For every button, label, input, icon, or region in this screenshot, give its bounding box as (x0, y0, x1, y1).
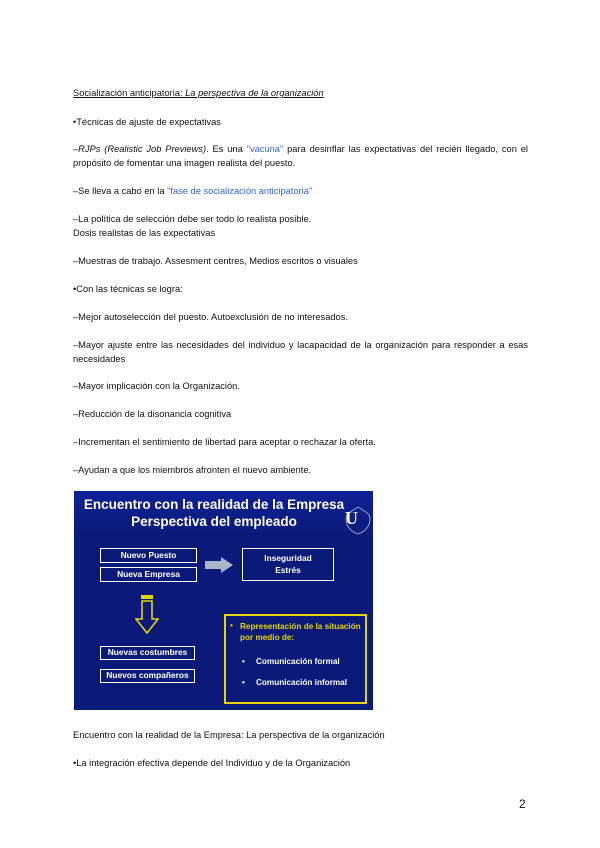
paragraph-libertad: –Incrementan el sentimiento de libertad para aceptar o rechazar la oferta. (73, 437, 376, 447)
inseguridad-label: Inseguridad (264, 553, 312, 563)
paragraph-implicacion: –Mayor implicación con la Organización. (73, 381, 240, 391)
paragraph-muestras: –Muestras de trabajo. Assesment centres, Medios escritos o visuales (73, 256, 358, 266)
rjps-term: –RJPs (Realistic Job Previews) (73, 144, 207, 154)
logo-letter: U (345, 508, 358, 528)
paragraph-ajuste: –Mayor ajuste entre las necesidades del individuo y lacapacidad de la organización para responder a esas necesidades (73, 340, 528, 364)
item1-bullet: • (242, 657, 245, 666)
rjps-text-a: . Es una (206, 144, 247, 154)
paragraph-disonancia: –Reducción de la disonancia cognitiva (73, 409, 232, 419)
paragraph-tecnicas: •Técnicas de ajuste de expectativas (73, 117, 221, 127)
paragraph-con-tecnicas: •Con las técnicas se logra: (73, 284, 183, 294)
comunicacion-formal: Comunicación formal (256, 657, 340, 666)
heading-italic: La perspectiva de la organización (185, 88, 324, 98)
fase-link[interactable]: "fase de socialización anticipatoria" (167, 186, 313, 196)
page-number: 2 (519, 797, 526, 811)
box-nuevas-costumbres: Nuevas costumbres (100, 646, 195, 660)
right-arrow-icon (205, 557, 233, 573)
rjps-text-b: para desinflar las expectativas del recién llegado, con el propósito de fomentar una imagen realista del puesto. (73, 144, 528, 168)
paragraph-fase (73, 185, 528, 199)
box-nuevo-puesto: Nuevo Puesto (100, 548, 197, 563)
vacuna-link[interactable]: "vacuna" (246, 144, 284, 154)
estres-label: Estrés (275, 565, 301, 575)
slide-title-line1: Encuentro con la realidad de la Empresa (83, 497, 345, 512)
slide-image (74, 491, 373, 710)
fase-text: –Se lleva a cabo en la (73, 186, 168, 196)
paragraph-encuentro: Encuentro con la realidad de la Empresa: La perspectiva de la organización (73, 730, 385, 740)
box-nuevos-companeros: Nuevos compañeros (100, 669, 195, 683)
paragraph-ambiente: –Ayudan a que los miembros afronten el nuevo ambiente. (73, 465, 312, 475)
paragraph-integracion: •La integración efectiva depende del Individuo y de la Organización (73, 758, 351, 768)
paragraph-autoseleccion: –Mejor autoselección del puesto. Autoexclusión de no interesados. (73, 312, 348, 322)
slide-title (80, 496, 348, 530)
paragraph-rjps (73, 143, 528, 170)
slide-title-line2: Perspectiva del empleado (131, 514, 297, 529)
box-nueva-empresa: Nueva Empresa (100, 567, 197, 582)
paragraph-politica (73, 213, 528, 240)
down-arrow-icon (135, 595, 159, 635)
representacion-bullet: • (230, 621, 233, 630)
box-inseguridad-estres (242, 548, 334, 581)
politica-line1: –La política de selección debe ser todo lo realista posible. (73, 214, 312, 224)
item2-bullet: • (242, 678, 245, 687)
representacion-box (224, 614, 367, 704)
heading-plain: Socialización anticipatoria: (73, 88, 186, 98)
page-heading (73, 87, 528, 101)
politica-line2: Dosis realistas de las expectativas (73, 227, 216, 238)
representacion-title: Representación de la situación por medio de: (240, 622, 361, 642)
comunicacion-informal: Comunicación informal (256, 678, 347, 687)
